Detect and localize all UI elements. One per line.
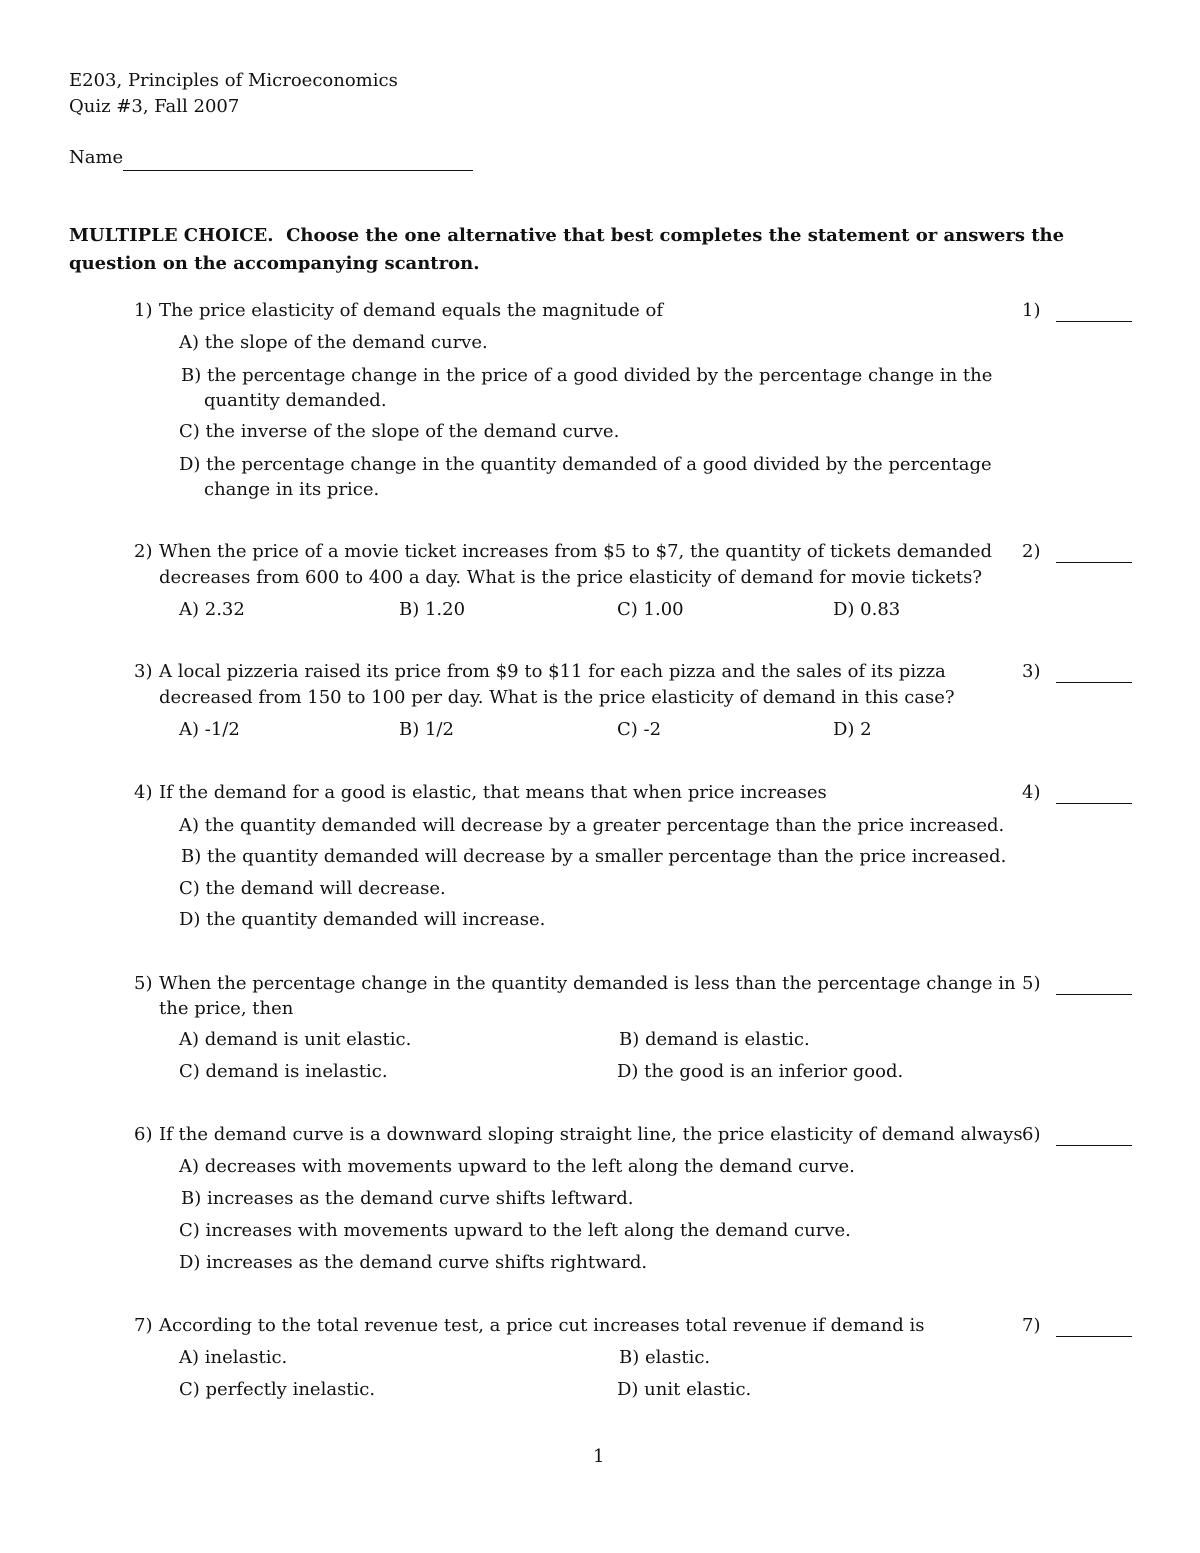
answer-blank-2[interactable] [1056, 562, 1132, 563]
answer-label-2: 2) [1022, 541, 1041, 562]
question-3-stem: A local pizzeria raised its price from $9 to $11 for each pizza and the sales of its pizza [159, 661, 946, 682]
question-5-number: 5) [134, 973, 153, 994]
question-3-option-b: B) 1/2 [399, 719, 454, 740]
page-number: 1 [593, 1446, 605, 1467]
question-2-option-c: C) 1.00 [617, 599, 684, 620]
name-label: Name [69, 147, 124, 168]
question-5-option-b: B) demand is elastic. [619, 1029, 810, 1050]
name-field[interactable] [123, 170, 473, 171]
answer-label-3: 3) [1022, 661, 1041, 682]
question-3-number: 3) [134, 661, 153, 682]
answer-blank-5[interactable] [1056, 994, 1132, 995]
question-1-number: 1) [134, 300, 153, 321]
question-4-option-c: C) the demand will decrease. [179, 878, 446, 899]
question-3-option-c: C) -2 [617, 719, 662, 740]
question-6-option-c: C) increases with movements upward to the left along the demand curve. [179, 1220, 851, 1241]
question-7-stem: According to the total revenue test, a price cut increases total revenue if demand is [159, 1315, 925, 1336]
question-7-option-b: B) elastic. [619, 1347, 711, 1368]
answer-label-1: 1) [1022, 300, 1041, 321]
question-3-stem-cont: decreased from 150 to 100 per day. What is the price elasticity of demand in this case? [159, 687, 955, 708]
question-5-stem-cont: the price, then [159, 998, 294, 1019]
question-5-option-c: C) demand is inelastic. [179, 1061, 388, 1082]
question-4-number: 4) [134, 782, 153, 803]
question-2-option-d: D) 0.83 [833, 599, 901, 620]
question-7-option-d: D) unit elastic. [617, 1379, 752, 1400]
question-3-option-a: A) -1/2 [179, 719, 240, 740]
answer-blank-1[interactable] [1056, 321, 1132, 322]
question-4-option-b: B) the quantity demanded will decrease by a smaller percentage than the price increased. [181, 846, 1007, 867]
question-1-option-d: D) the percentage change in the quantity demanded of a good divided by the percentage [179, 454, 992, 475]
question-2-number: 2) [134, 541, 153, 562]
question-2-stem-cont: decreases from 600 to 400 a day. What is the price elasticity of demand for movie tickets? [159, 567, 983, 588]
question-7-number: 7) [134, 1315, 153, 1336]
course-title: E203, Principles of Microeconomics [69, 70, 398, 91]
question-1-option-d-cont: change in its price. [204, 479, 380, 500]
instructions [69, 222, 1134, 278]
question-4-stem: If the demand for a good is elastic, that means that when price increases [159, 782, 827, 803]
question-5-stem: When the percentage change in the quantity demanded is less than the percentage change in [159, 973, 1016, 994]
question-1-option-b: B) the percentage change in the price of a good divided by the percentage change in the [181, 365, 993, 386]
answer-blank-7[interactable] [1056, 1336, 1132, 1337]
answer-blank-3[interactable] [1056, 682, 1132, 683]
instructions-heading: MULTIPLE CHOICE. [69, 225, 274, 246]
question-2-option-b: B) 1.20 [399, 599, 466, 620]
question-5-option-d: D) the good is an inferior good. [617, 1061, 904, 1082]
question-4-option-d: D) the quantity demanded will increase. [179, 909, 546, 930]
question-2-option-a: A) 2.32 [179, 599, 245, 620]
quiz-title: Quiz #3, Fall 2007 [69, 96, 240, 117]
question-6-number: 6) [134, 1124, 153, 1145]
question-2-stem: When the price of a movie ticket increases from $5 to $7, the quantity of tickets demanded [159, 541, 993, 562]
question-1-option-a: A) the slope of the demand curve. [179, 332, 488, 353]
question-7-option-c: C) perfectly inelastic. [179, 1379, 376, 1400]
answer-label-5: 5) [1022, 973, 1041, 994]
question-5-option-a: A) demand is unit elastic. [179, 1029, 412, 1050]
answer-label-7: 7) [1022, 1315, 1041, 1336]
question-3-option-d: D) 2 [833, 719, 872, 740]
answer-blank-6[interactable] [1056, 1145, 1132, 1146]
instructions-text: Choose the one alternative that best completes the statement or answers the question on the accompanying scantron. [69, 225, 1065, 274]
question-6-stem: If the demand curve is a downward sloping straight line, the price elasticity of demand always [159, 1124, 1023, 1145]
answer-label-4: 4) [1022, 782, 1041, 803]
answer-blank-4[interactable] [1056, 803, 1132, 804]
question-1-stem: The price elasticity of demand equals the magnitude of [159, 300, 663, 321]
question-6-option-a: A) decreases with movements upward to the left along the demand curve. [179, 1156, 855, 1177]
question-1-option-c: C) the inverse of the slope of the demand curve. [179, 421, 620, 442]
question-4-option-a: A) the quantity demanded will decrease by a greater percentage than the price increased. [179, 815, 1005, 836]
question-6-option-d: D) increases as the demand curve shifts rightward. [179, 1252, 648, 1273]
question-7-option-a: A) inelastic. [179, 1347, 288, 1368]
question-6-option-b: B) increases as the demand curve shifts leftward. [181, 1188, 634, 1209]
answer-label-6: 6) [1022, 1124, 1041, 1145]
question-1-option-b-cont: quantity demanded. [204, 390, 387, 411]
